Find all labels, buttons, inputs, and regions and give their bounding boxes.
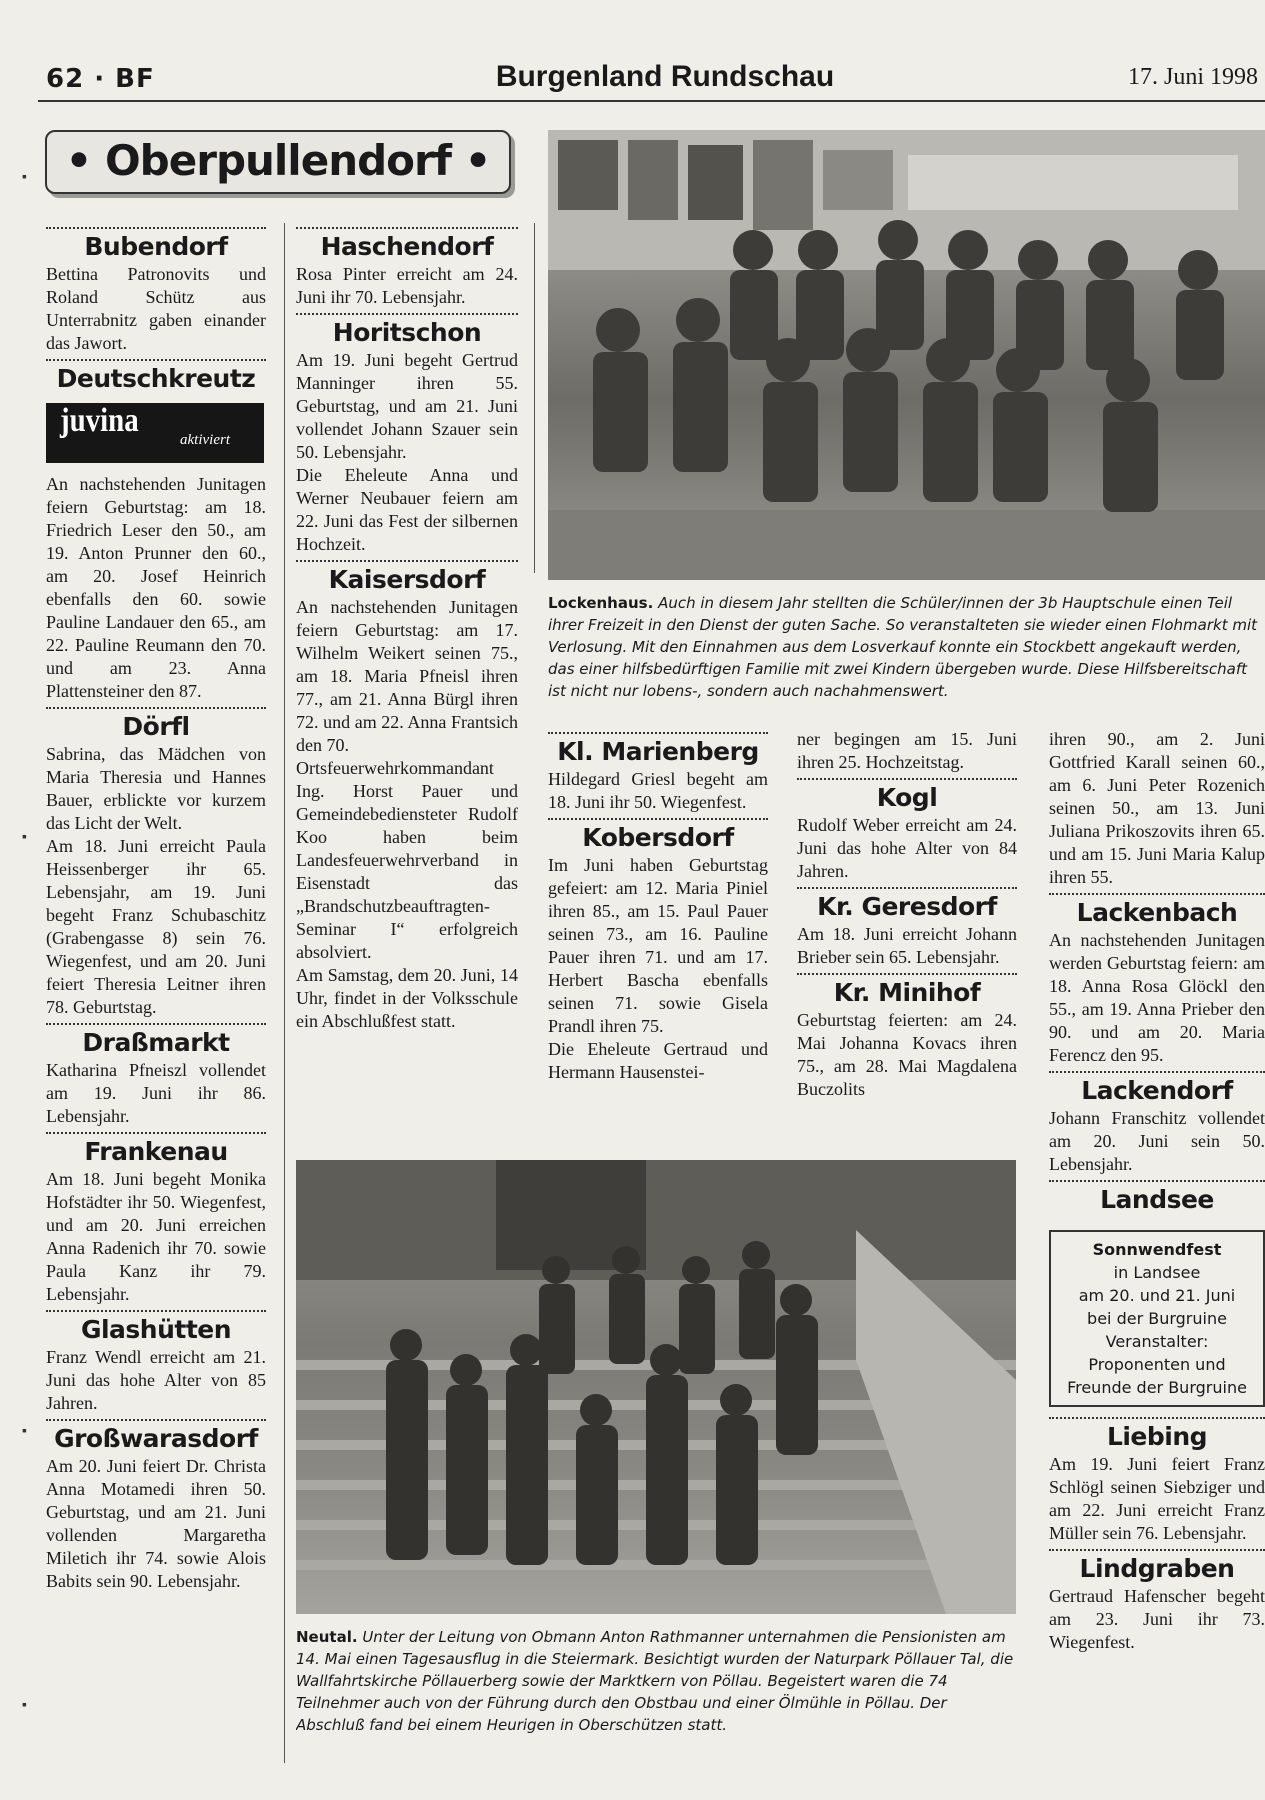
divider [1049,1549,1265,1551]
column-1 [46,223,266,1753]
article-text: ihren 90., am 2. Juni Gottfried Karall seinen 60., am 6. Juni Peter Rozenich seinen 50., am 13. Juni Juliana Prikoszovits ihren 65. und am 15. Juni Maria Kalup ihren 55. [1049,729,1265,887]
caption-text: Auch in diesem Jahr stellten die Schüler/innen der 3b Hauptschule einen Teil ihrer Freizeit in den Dienst der guten Sache. So veranstalteten sie wieder einen Flohmarkt mit Verlosung. Mit den Einnahmen aus dem Losverkauf konnte ein Stockbett angekauft werden, das einer hilfsbedürftigen Familie mit zwei Kindern übergeben wurde. Diese Hilfsbereitschaft ist nicht nur lobens-, sondern auch nachahmenswert. [548,594,1257,700]
column-2 [296,223,518,1153]
margin-mark: ▪ [22,1698,27,1713]
town-heading: Großwarasdorf [54,1424,258,1453]
article-text: Bettina Patronovits und Roland Schütz aus Unterrabnitz gaben einander das Jawort. [46,264,266,353]
page-number: 62 · BF [46,64,155,94]
town-heading: Liebing [1106,1422,1208,1451]
town-heading: Kr. Geresdorf [817,892,997,921]
photo-lockenhaus-students [548,130,1265,580]
paragraph: Ortsfeuerwehrkommandant Ing. Horst Pauer und Gemeindebediensteter Rudolf Koo haben beim Landesfeuerwehrverband in Eisenstadt das „Brandschutzbeauftragten-Seminar I“ erfolgreich absolviert. [296,758,518,962]
issue-date: 17. Juni 1998 [1128,64,1259,90]
article-text: An nachstehenden Junitagen werden Geburtstag feiern: am 18. Anna Rosa Glöckl den 55., am 19. Anna Prieber den 90. und am 20. Maria Ferencz den 95. [1049,930,1265,1065]
divider [46,227,266,229]
town-heading: Kobersdorf [582,823,734,852]
column-4 [797,728,1017,1146]
article-text: Rudolf Weber erreicht am 24. Juni das hohe Alter von 84 Jahren. [797,815,1017,881]
caption-place: Neutal. [296,1628,358,1646]
article-text: An nachstehenden Junitagen feiern Geburtstag: am 18. Friedrich Leser den 50., am 19. Anton Prunner den 60., am 20. Josef Heinrich ebenfalls den 60. sowie Pauline Landauer den 65., am 22. Pauline Reumann den 70. und am 23. Anna Plattensteiner den 87. [46,474,266,701]
article-text: Rosa Pinter erreicht am 24. Juni ihr 70. Lebensjahr. [296,264,518,307]
divider [548,818,768,820]
paragraph: Am Samstag, dem 20. Juni, 14 Uhr, findet in der Volksschule ein Abschlußfest statt. [296,965,518,1031]
town-heading: Frankenau [84,1137,228,1166]
town-heading: Lindgraben [1079,1554,1235,1583]
event-line: Proponenten und [1088,1355,1226,1374]
paragraph: An nachstehenden Junitagen feiern Geburtstag: am 17. Wilhelm Weikert seinen 75., am 18. Maria Pfneisl ihren 77., am 21. Anna Bürgl ihren 72. und am 22. Anna Frantsich den 70. [296,597,518,755]
event-title: Sonnwendfest [1092,1240,1222,1259]
article-text [548,854,768,1084]
divider [1049,893,1265,895]
town-heading: Glashütten [80,1315,232,1344]
ad-brand: juvina [60,402,139,439]
column-3 [548,728,768,1146]
article-text [296,596,518,1033]
town-heading: Lackendorf [1081,1076,1233,1105]
margin-mark: ▪ [22,1424,27,1439]
article-text: Hildegard Griesl begeht am 18. Juni ihr 50. Wiegenfest. [548,769,768,812]
town-heading: Kaisersdorf [328,565,486,594]
photo-neutal-pensioners [296,1160,1016,1614]
photo-illustration [548,130,1265,580]
event-line: Veranstalter: [1105,1332,1209,1351]
divider [296,227,518,229]
photo-caption-lockenhaus [548,592,1265,712]
divider [46,707,266,709]
divider [46,1132,266,1134]
divider [797,887,1017,889]
event-box-sonnwendfest [1049,1230,1265,1407]
section-banner: • Oberpullendorf • [45,130,511,194]
paragraph: Am 19. Juni begeht Gertrud Manninger ihren 55. Geburtstag, und am 21. Juni vollendet Johann Szauer sein 50. Lebensjahr. [296,350,518,462]
event-line: bei der Burgruine [1087,1309,1227,1328]
margin-mark: ▪ [22,830,27,845]
divider [1049,1180,1265,1182]
column-rule [534,223,535,573]
divider [296,313,518,315]
town-heading: Haschendorf [320,232,494,261]
paragraph: Die Eheleute Anna und Werner Neubauer feiern am 22. Juni das Fest der silbernen Hochzeit. [296,465,518,554]
article-text [46,743,266,1019]
photo-illustration [296,1160,1016,1614]
article-text: Geburtstag feierten: am 24. Mai Johanna Kovacs ihren 75., am 28. Mai Magdalena Buczolits [797,1010,1017,1099]
article-text: Gertraud Hafenscher begeht am 23. Juni ihr 73. Wiegenfest. [1049,1586,1265,1652]
town-heading: Kogl [876,783,938,812]
article-text: Am 19. Juni feiert Franz Schlögl seinen Siebziger und am 22. Juni erreicht Franz Müller sein 76. Lebensjahr. [1049,1454,1265,1543]
article-text [296,349,518,556]
town-heading: Kr. Minihof [833,978,981,1007]
caption-text: Unter der Leitung von Obmann Anton Rathmanner unternahmen die Pensionisten am 14. Mai einen Tagesausflug in die Steiermark. Besichtigt wurden der Naturpark Pöllauer Tal, die Wallfahrtskirche Pöllauerberg sowie der Marktkern von Pöllau. Begeistert waren die 74 Teilnehmer auch von der Führung durch den Obstbau und einer Ölmühle in Pöllau. Der Abschluß fand bei einem Heurigen in Oberschützen statt. [296,1628,1014,1734]
article-text: Katharina Pfneiszl vollendet am 19. Juni ihr 86. Lebensjahr. [46,1060,266,1126]
event-line: in Landsee [1113,1263,1201,1282]
divider [797,778,1017,780]
event-line: Freunde der Burgruine [1067,1378,1247,1397]
paragraph: Die Eheleute Gertraud und Hermann Hausenstei- [548,1039,768,1082]
town-heading: Kl. Marienberg [557,737,759,766]
paragraph: Am 18. Juni erreicht Paula Heissenberger ihr 65. Lebensjahr, am 19. Juni begeht Franz Schubaschitz (Grabengasse 8) sein 76. Wiegenfest, und am 20. Juni feiert Theresia Leitner ihren 78. Geburtstag. [46,836,266,1017]
town-heading: Bubendorf [84,232,228,261]
article-text: Am 18. Juni erreicht Johann Brieber sein 65. Lebensjahr. [797,924,1017,967]
divider [46,359,266,361]
town-heading: Landsee [1100,1185,1214,1214]
divider [46,1310,266,1312]
paper-name: Burgenland Rundschau [495,60,835,93]
paragraph: Im Juni haben Geburtstag gefeiert: am 12. Maria Piniel ihren 85., am 15. Paul Pauer seinen 73., am 16. Pauline Pauer ihren 71. und am 17. Herbert Bascha ebenfalls seinen 71. sowie Gisela Prandl ihren 75. [548,855,768,1036]
divider [548,732,768,734]
town-heading: Draßmarkt [82,1028,230,1057]
divider [46,1023,266,1025]
article-text: Am 18. Juni begeht Monika Hofstädter ihr 50. Wiegenfest, und am 20. Juni erreichen Anna Radenich ihr 70. sowie Paula Kanz ihr 79. Lebensjahr. [46,1169,266,1304]
column-5 [1049,728,1265,1748]
divider [797,973,1017,975]
town-heading: Deutschkreutz [56,364,256,393]
article-text: Johann Franschitz vollendet am 20. Juni sein 50. Lebensjahr. [1049,1108,1265,1174]
article-text: Franz Wendl erreicht am 21. Juni das hohe Alter von 85 Jahren. [46,1347,266,1413]
divider [296,560,518,562]
column-rule [284,223,285,1763]
caption-place: Lockenhaus. [548,594,654,612]
article-text: ner begingen am 15. Juni ihren 25. Hochzeitstag. [797,729,1017,772]
event-line: am 20. und 21. Juni [1078,1286,1236,1305]
article-text: Am 20. Juni feiert Dr. Christa Anna Motamedi ihren 50. Geburtstag, und am 21. Juni vollenden Margaretha Miletich ihr 74. sowie Alois Babits sein 90. Lebensjahr. [46,1456,266,1591]
town-heading: Lackenbach [1076,898,1238,927]
paragraph: Sabrina, das Mädchen von Maria Theresia und Hannes Bauer, erblickte vor kurzem das Licht der Welt. [46,744,266,833]
divider [46,1419,266,1421]
margin-mark: ▪ [22,170,27,185]
juvina-ad [46,403,264,463]
header-rule [38,100,1265,102]
ad-tagline: aktiviert [180,432,230,448]
divider [1049,1417,1265,1419]
photo-caption-neutal [296,1626,1016,1766]
town-heading: Horitschon [332,318,482,347]
town-heading: Dörfl [122,712,190,741]
divider [1049,1071,1265,1073]
